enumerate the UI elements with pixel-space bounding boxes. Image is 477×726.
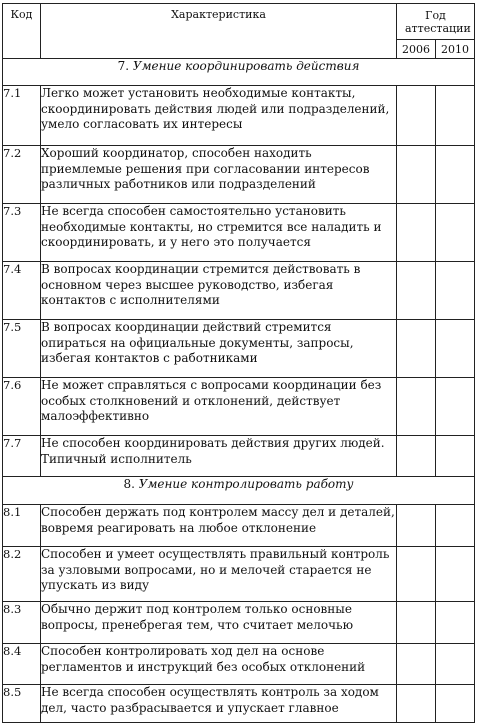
score-cell-2010[interactable] [436, 436, 475, 477]
row-characteristic: Обычно держит под контролем только основные вопросы, пренебрегая тем, что считает мелочью [41, 602, 397, 644]
section-number: 7. [117, 59, 130, 73]
score-cell-2006[interactable] [397, 547, 436, 602]
row-code: 7.2 [3, 146, 41, 204]
row-code: 7.7 [3, 436, 41, 477]
row-characteristic: Не всегда способен самостоятельно установить необходимые контакты, но стремится все наладить и скоординировать, и у него это получается [41, 204, 397, 262]
score-cell-2010[interactable] [436, 505, 475, 547]
header-characteristic: Характеристика [41, 4, 397, 59]
score-cell-2006[interactable] [397, 86, 436, 146]
row-code: 7.4 [3, 262, 41, 320]
score-cell-2010[interactable] [436, 547, 475, 602]
attestation-table [2, 3, 475, 723]
score-cell-2010[interactable] [436, 685, 475, 723]
row-characteristic: В вопросах координации действий стремится опираться на официальные документы, запросы, избегая контактов с работниками [41, 320, 397, 378]
section-header [3, 59, 475, 86]
row-characteristic: Способен держать под контролем массу дел и деталей, вовремя реагировать на любое отклонение [41, 505, 397, 547]
row-characteristic: Не способен координировать действия других людей. Типичный исполнитель [41, 436, 397, 477]
table-row [3, 685, 475, 723]
row-code: 7.1 [3, 86, 41, 146]
row-code: 8.1 [3, 505, 41, 547]
score-cell-2010[interactable] [436, 146, 475, 204]
table-row [3, 204, 475, 262]
score-cell-2006[interactable] [397, 204, 436, 262]
score-cell-2010[interactable] [436, 602, 475, 644]
row-characteristic: Способен и умеет осуществлять правильный контроль за узловыми вопросами, но и мелочей старается не упускать из виду [41, 547, 397, 602]
score-cell-2006[interactable] [397, 378, 436, 436]
table-row [3, 436, 475, 477]
section-title-cell [3, 477, 475, 505]
section-title: Умение контролировать работу [138, 477, 354, 491]
row-code: 7.5 [3, 320, 41, 378]
row-code: 8.3 [3, 602, 41, 644]
score-cell-2010[interactable] [436, 86, 475, 146]
section-header [3, 477, 475, 505]
row-characteristic: Способен контролировать ход дел на основе регламентов и инструкций без особых отклонений [41, 644, 397, 685]
row-characteristic: В вопросах координации стремится действовать в основном через высшее руководство, избегая контактов с исполнителями [41, 262, 397, 320]
row-characteristic: Легко может установить необходимые контакты, скоординировать действия людей или подразделений, умело согласовать их интересы [41, 86, 397, 146]
score-cell-2010[interactable] [436, 644, 475, 685]
row-characteristic: Не всегда способен осуществлять контроль за ходом дел, часто разбрасывается и упускает главное [41, 685, 397, 723]
section-title-cell [3, 59, 475, 86]
score-cell-2006[interactable] [397, 320, 436, 378]
score-cell-2010[interactable] [436, 320, 475, 378]
row-characteristic: Хороший координатор, способен находить приемлемые решения при согласовании интересов различных работников или подразделений [41, 146, 397, 204]
score-cell-2006[interactable] [397, 262, 436, 320]
header-year-2010: 2010 [436, 40, 475, 59]
table-row [3, 602, 475, 644]
row-code: 7.6 [3, 378, 41, 436]
header-year-group: Год аттестации [397, 4, 475, 40]
table-row [3, 547, 475, 602]
table-row [3, 262, 475, 320]
table-row [3, 86, 475, 146]
row-characteristic: Не может справляться с вопросами координации без особых столкновений и отклонений, действует малоэффективно [41, 378, 397, 436]
row-code: 8.2 [3, 547, 41, 602]
table-row [3, 320, 475, 378]
score-cell-2006[interactable] [397, 146, 436, 204]
table-row [3, 146, 475, 204]
row-code: 7.3 [3, 204, 41, 262]
score-cell-2010[interactable] [436, 204, 475, 262]
section-number: 8. [123, 477, 135, 491]
table-row [3, 378, 475, 436]
table-row [3, 505, 475, 547]
score-cell-2010[interactable] [436, 262, 475, 320]
header-code: Код [3, 4, 41, 59]
row-code: 8.5 [3, 685, 41, 723]
score-cell-2006[interactable] [397, 505, 436, 547]
header-year-2006: 2006 [397, 40, 436, 59]
score-cell-2010[interactable] [436, 378, 475, 436]
score-cell-2006[interactable] [397, 602, 436, 644]
score-cell-2006[interactable] [397, 644, 436, 685]
row-code: 8.4 [3, 644, 41, 685]
score-cell-2006[interactable] [397, 685, 436, 723]
section-title: Умение координировать действия [132, 59, 360, 73]
table-row [3, 644, 475, 685]
score-cell-2006[interactable] [397, 436, 436, 477]
